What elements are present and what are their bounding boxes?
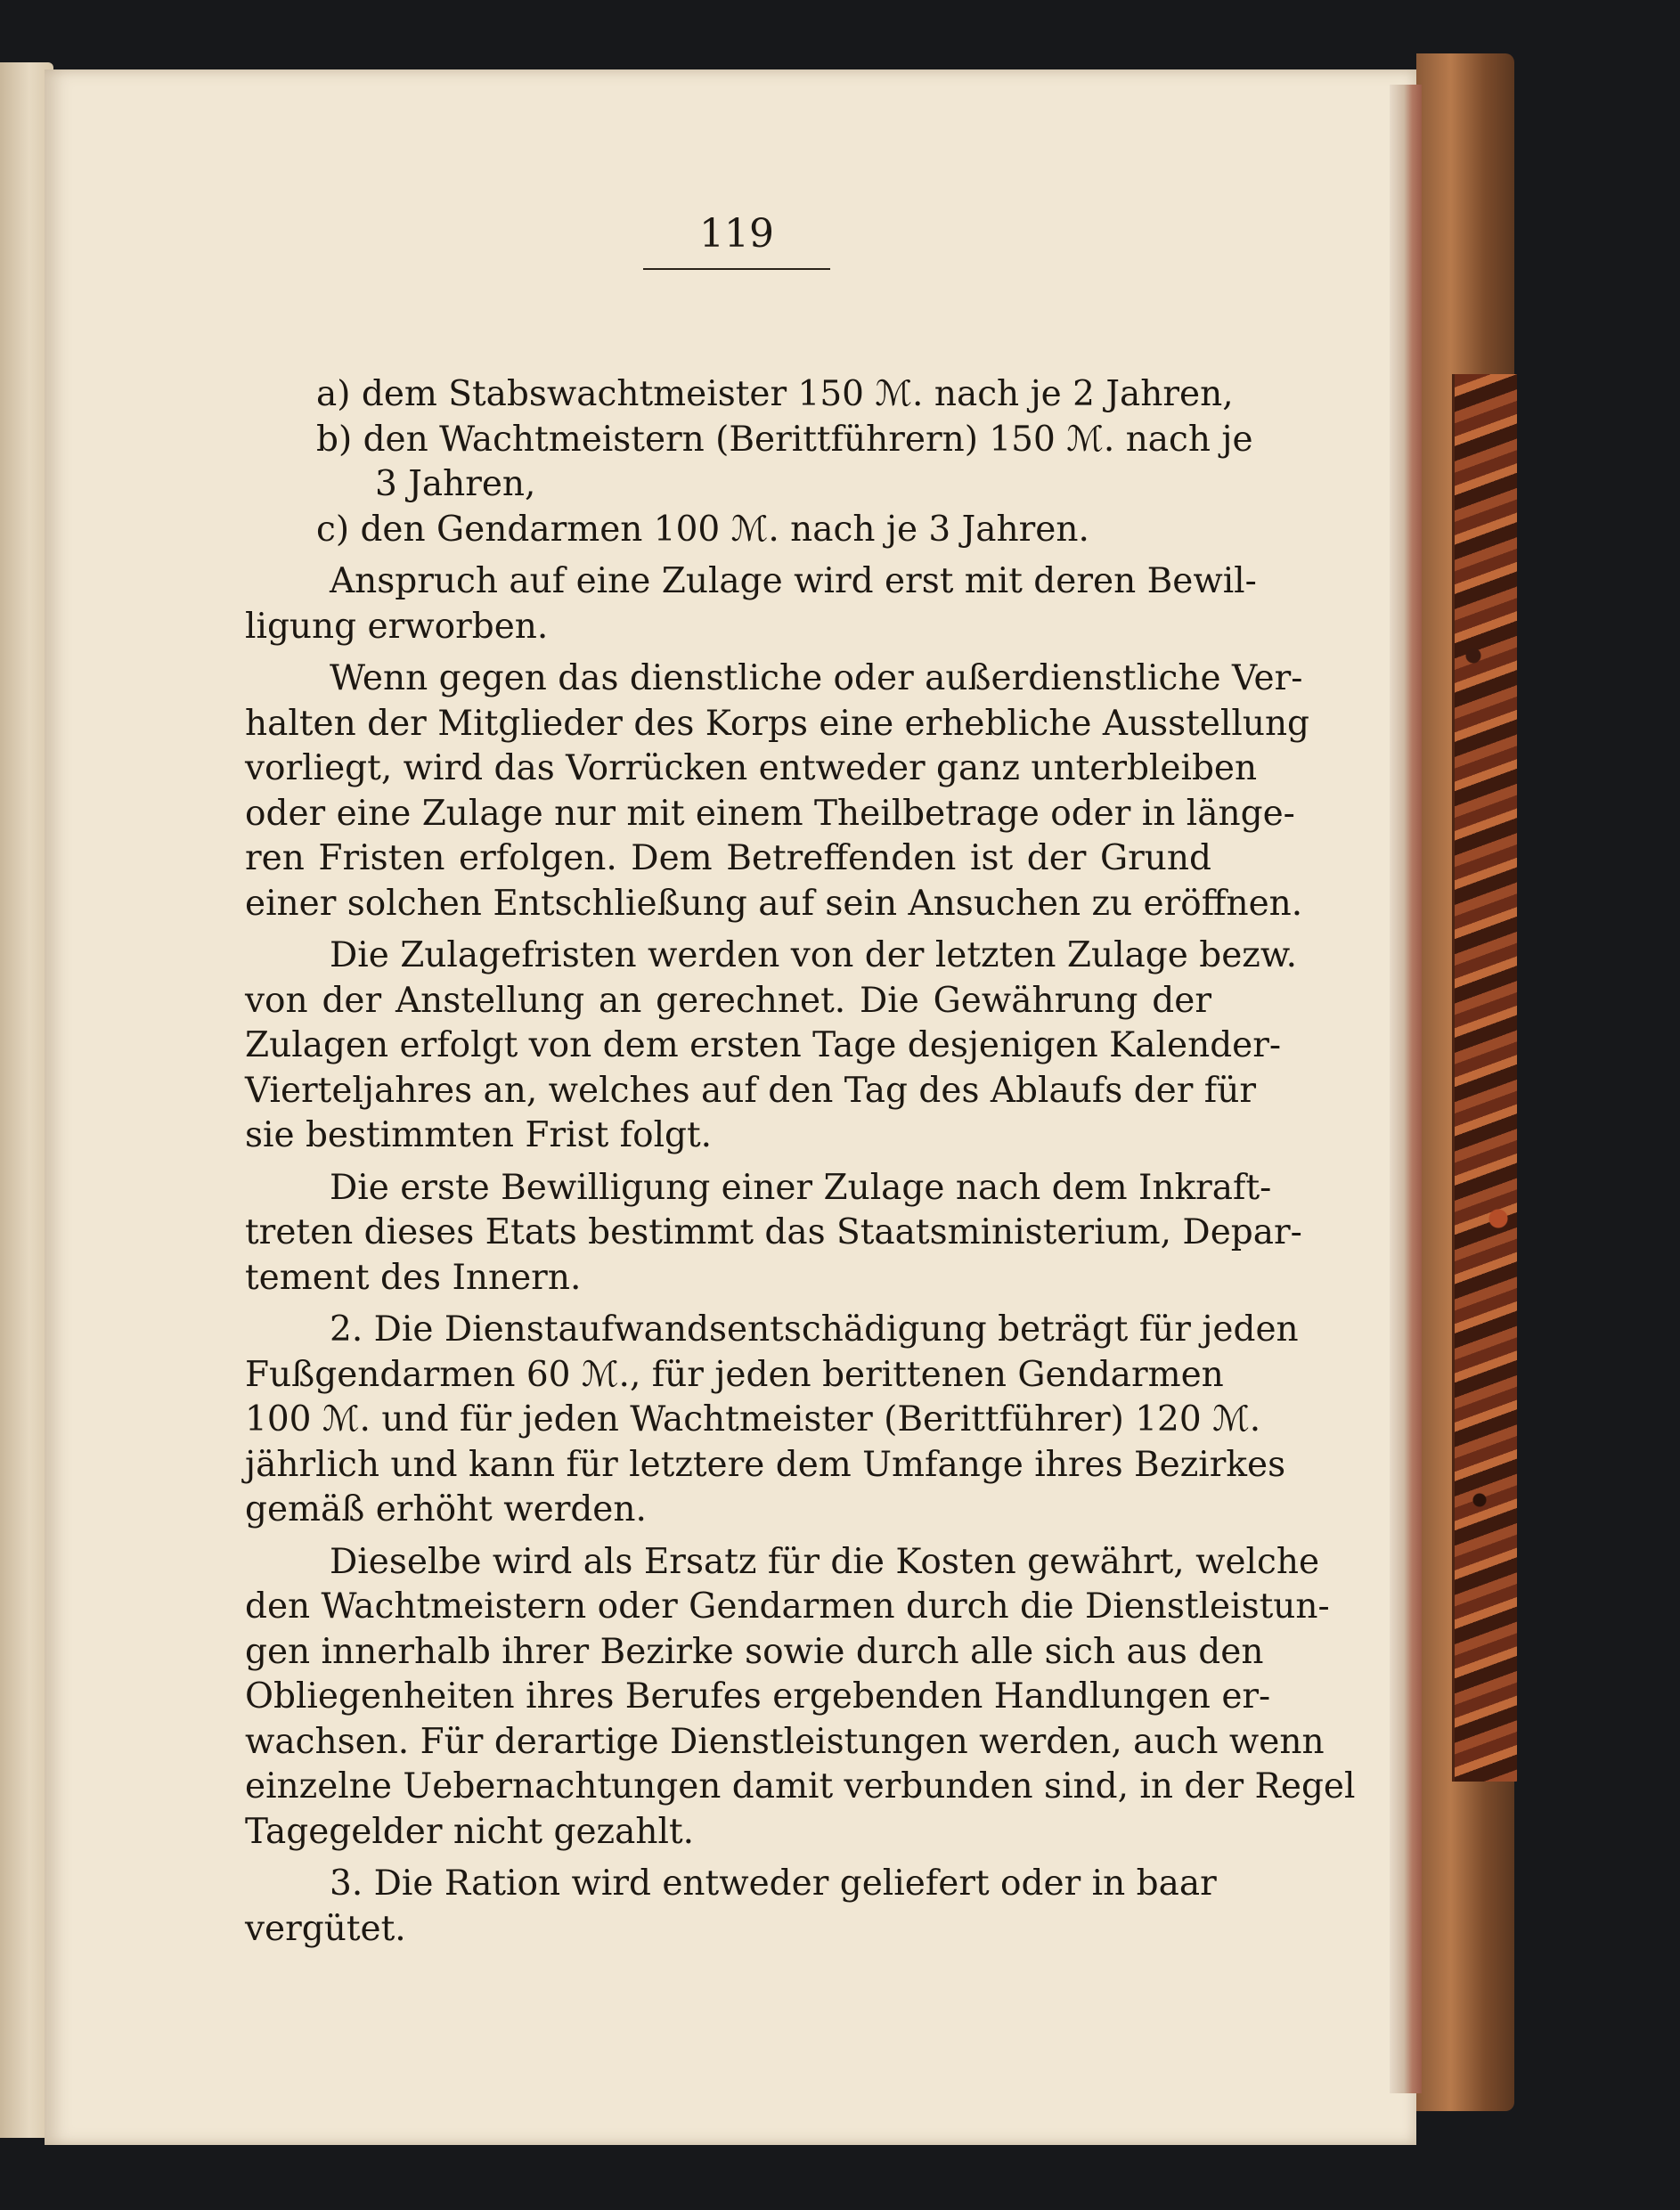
paragraph-line: Wenn gegen das dienstliche oder außerdienstliche Ver- xyxy=(330,658,1303,698)
paragraph-line: den Wachtmeistern oder Gendarmen durch die Dienstleistun- xyxy=(245,1586,1330,1627)
list-item: c) den Gendarmen 100 ℳ. nach je 3 Jahren. xyxy=(316,509,1089,550)
paragraph-line: ligung erworben. xyxy=(245,606,549,647)
list-item: a) dem Stabswachtmeister 150 ℳ. nach je 2 Jahren, xyxy=(316,374,1234,414)
paragraph-line: ren Fristen erfolgen. Dem Betreffenden ist der Grund xyxy=(245,838,1211,878)
paragraph-line: Zulagen erfolgt von dem ersten Tage desjenigen Kalender- xyxy=(245,1025,1282,1065)
paragraph-line: vorliegt, wird das Vorrücken entweder ganz unterbleiben xyxy=(245,748,1258,788)
paragraph-line: Die Zulagefristen werden von der letzten Zulage bezw. xyxy=(330,935,1297,975)
paragraph-line: oder eine Zulage nur mit einem Theilbetrage oder in länge- xyxy=(245,793,1295,834)
paragraph-line: jährlich und kann für letztere dem Umfange ihres Bezirkes xyxy=(245,1444,1286,1485)
paragraph-line: 100 ℳ. und für jeden Wachtmeister (Berittführer) 120 ℳ. xyxy=(245,1399,1261,1439)
paragraph-line: 3. Die Ration wird entweder geliefert oder in baar xyxy=(330,1863,1217,1904)
paragraph-line: 2. Die Dienstaufwandsentschädigung beträgt für jeden xyxy=(330,1309,1299,1350)
paragraph-line: treten dieses Etats bestimmt das Staatsministerium, Depar- xyxy=(245,1212,1302,1252)
page-number: 119 xyxy=(643,208,830,270)
paragraph-line: gen innerhalb ihrer Bezirke sowie durch alle sich aus den xyxy=(245,1631,1264,1672)
paragraph-line: Anspruch auf eine Zulage wird erst mit deren Bewil- xyxy=(330,561,1257,601)
page-stack-edge xyxy=(1390,85,1422,2093)
paragraph-line: Fußgendarmen 60 ℳ., für jeden berittenen Gendarmen xyxy=(245,1354,1224,1395)
paragraph-line: sie bestimmten Frist folgt. xyxy=(245,1115,713,1155)
text-block xyxy=(245,372,1356,1952)
list-item: b) den Wachtmeistern (Berittführern) 150 ℳ. nach je xyxy=(316,419,1253,460)
paragraph-line: wachsen. Für derartige Dienstleistungen werden, auch wenn xyxy=(245,1721,1325,1762)
list-item-continuation: 3 Jahren, xyxy=(375,464,536,504)
paragraph-line: vergütet. xyxy=(245,1908,406,1949)
paragraph-line: einer solchen Entschließung auf sein Ansuchen zu eröffnen. xyxy=(245,883,1303,924)
paragraph-line: gemäß erhöht werden. xyxy=(245,1489,647,1529)
paragraph-line: Vierteljahres an, welches auf den Tag des Ablaufs der für xyxy=(245,1070,1256,1111)
paragraph-line: Obliegenheiten ihres Berufes ergebenden Handlungen er- xyxy=(245,1676,1271,1717)
paragraph-line: Dieselbe wird als Ersatz für die Kosten gewährt, welche xyxy=(330,1541,1320,1582)
paragraph-line: tement des Innern. xyxy=(245,1257,582,1298)
paragraph-line: halten der Mitglieder des Korps eine erhebliche Ausstellung xyxy=(245,703,1310,744)
paragraph-line: einzelne Uebernachtungen damit verbunden sind, in der Regel xyxy=(245,1766,1356,1806)
paragraph-line: Die erste Bewilligung einer Zulage nach dem Inkraft- xyxy=(330,1167,1272,1208)
book-page xyxy=(45,69,1416,2145)
paragraph-line: von der Anstellung an gerechnet. Die Gewährung der xyxy=(245,980,1211,1021)
marbled-cover xyxy=(1452,374,1517,1782)
paragraph-line: Tagegelder nicht gezahlt. xyxy=(245,1811,695,1852)
